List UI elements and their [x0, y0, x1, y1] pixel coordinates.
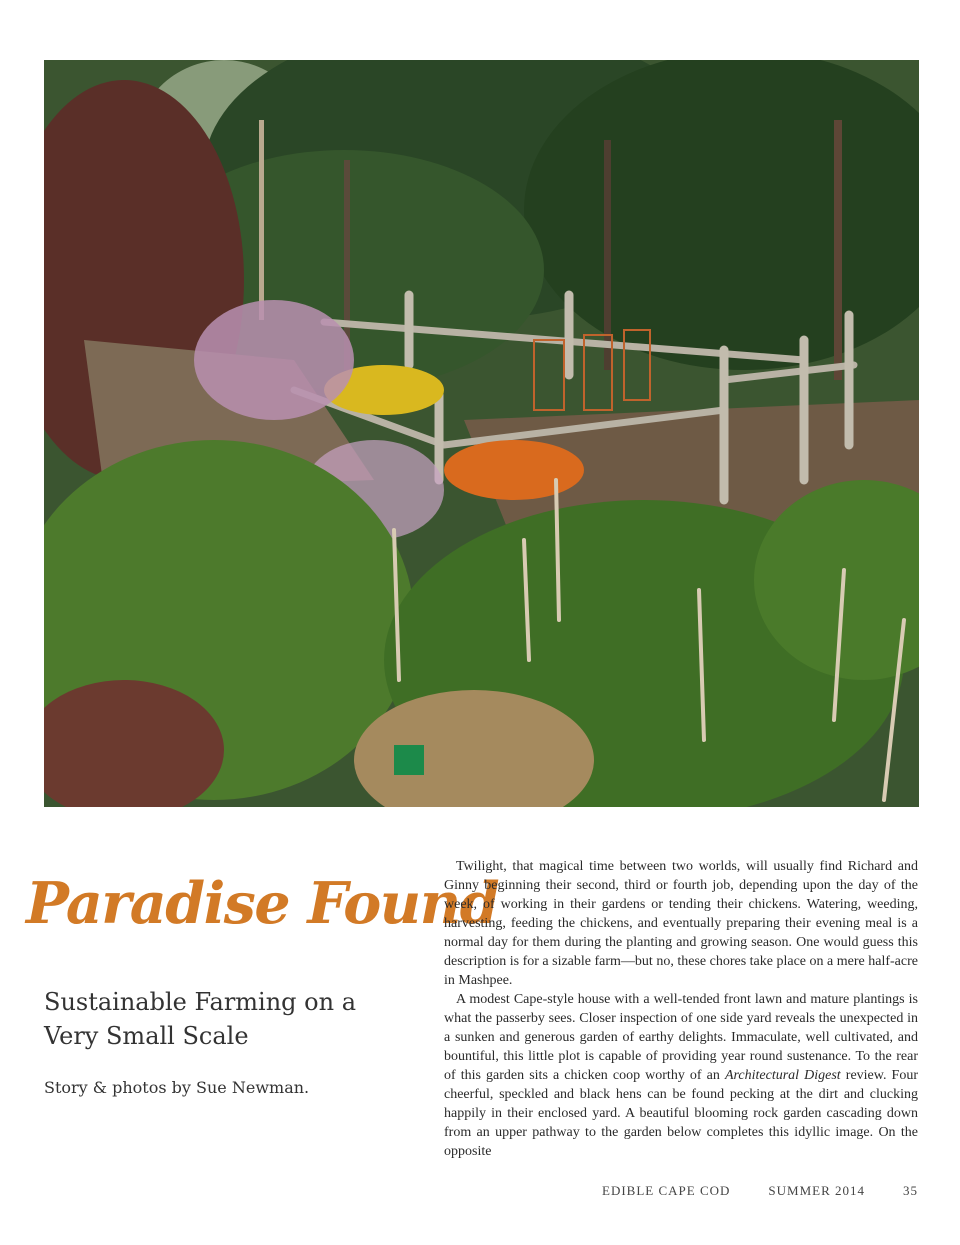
- issue-date: SUMMER 2014: [768, 1183, 865, 1198]
- paragraph-2: [444, 990, 918, 1161]
- page-number: 35: [903, 1183, 918, 1198]
- garden-photo: [44, 60, 919, 807]
- paragraph-2-text-before: A modest Cape-style house with a well-tended front lawn and mature plantings is what the passerby sees. Closer inspection of one side yard reveals the unexpected in a sunken and generous garden of earthy delights. Immaculate, well cultivated, and bountiful, this little plot is capable of providing year round sustenance. To the rear of this garden sits a chicken coop worthy of an: [444, 992, 918, 1083]
- byline: Story & photos by Sue Newman.: [44, 1078, 310, 1097]
- paragraph-2-text-after: review. Four cheerful, speckled and black hens can be found pecking at the dirt and clucking happily in their enclosed yard. A beautiful blooming rock garden cascading down from an upper pathway to the garden below completes this idyllic image. On the opposite: [444, 1068, 918, 1159]
- magazine-title: Architectural Digest: [724, 1068, 841, 1083]
- page-footer: [540, 1183, 918, 1199]
- article-body: [444, 857, 918, 1161]
- article-title: Paradise Found: [26, 870, 499, 937]
- publication-name: EDIBLE CAPE COD: [602, 1183, 731, 1198]
- paragraph-1-text: Twilight, that magical time between two worlds, will usually find Richard and Ginny beginning their second, third or fourth job, depending upon the day of the week, of working in their gardens or tending their chickens. Watering, weeding, harvesting, feeding the chickens, and eventually preparing their evening meal is a normal day for them during the planting and growing season. One would guess this description is for a sizable farm—but no, these chores take place on a mere half-acre in Mashpee.: [444, 859, 918, 988]
- paragraph-1: [444, 857, 918, 990]
- article-subtitle: Sustainable Farming on a Very Small Scale: [44, 988, 357, 1050]
